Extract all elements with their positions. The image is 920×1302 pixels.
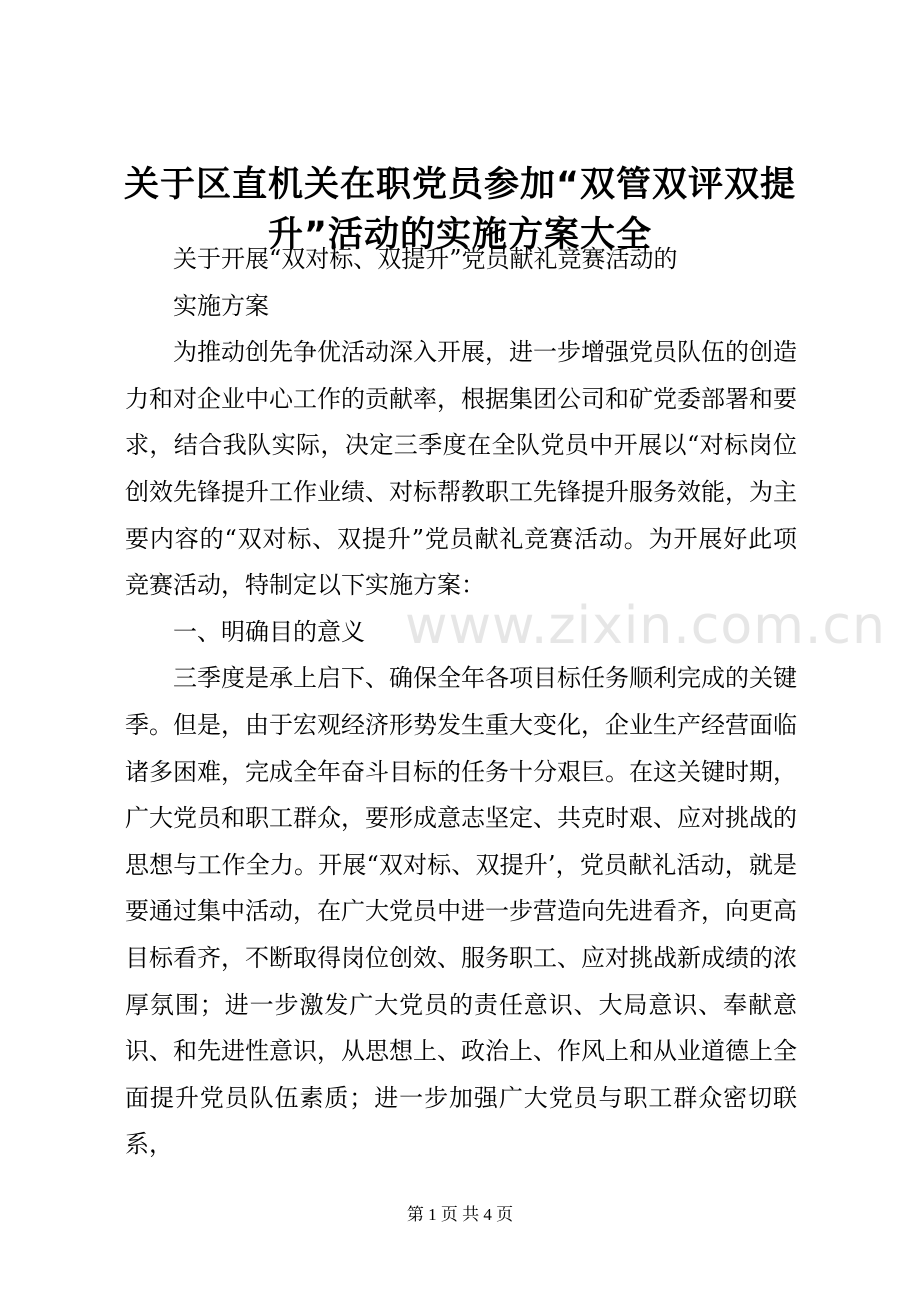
section-heading: 一、明确目的意义 — [173, 617, 365, 646]
document-body — [125, 236, 797, 1168]
paragraph-intro: 为推动创先争优活动深入开展，进一步增强党员队伍的创造力和对企业中心工作的贡献率，根据集团公司和矿党委部署和要求，结合我队实际，决定三季度在全队党员中开展以“对标岗位创效先锋提升工作业绩、对标帮教职工先锋提升服务效能，为主要内容的“双对标、双提升”党员献礼竞赛活动。为开展好此项竞赛活动，特制定以下实施方案： — [125, 338, 797, 600]
paragraph-subtitle-line2: 实施方案 — [173, 291, 269, 320]
document-title: 关于区直机关在职党员参加“双管双评双提升”活动的实施方案大全 — [123, 165, 796, 255]
watermark: www.zixin.com.cn — [405, 596, 886, 656]
page-footer: 第 1 页 共 4 页 — [406, 1205, 514, 1224]
paragraph-purpose: 三季度是承上启下、确保全年各项目标任务顺利完成的关键季。但是，由于宏观经济形势发生重大变化，企业生产经营面临诸多困难，完成全年奋斗目标的任务十分艰巨。在这关键时期，广大党员和职工群众，要形成意志坚定、共克时艰、应对挑战的思想与工作全力。开展“双对标、双提升’，党员献礼活动，就是要通过集中活动，在广大党员中进一步营造向先进看齐，向更高目标看齐，不断取得岗位创效、服务职工、应对挑战新成绩的浓厚氛围；进一步激发广大党员的责任意识、大局意识、奉献意识、和先进性意识，从思想上、政治上、作风上和从业道德上全面提升党员队伍素质；进一步加强广大党员与职工群众密切联系， — [125, 664, 797, 1159]
paragraph-subtitle-line1: 关于开展“双对标、双提升”党员献礼竞赛活动的 — [173, 245, 678, 273]
